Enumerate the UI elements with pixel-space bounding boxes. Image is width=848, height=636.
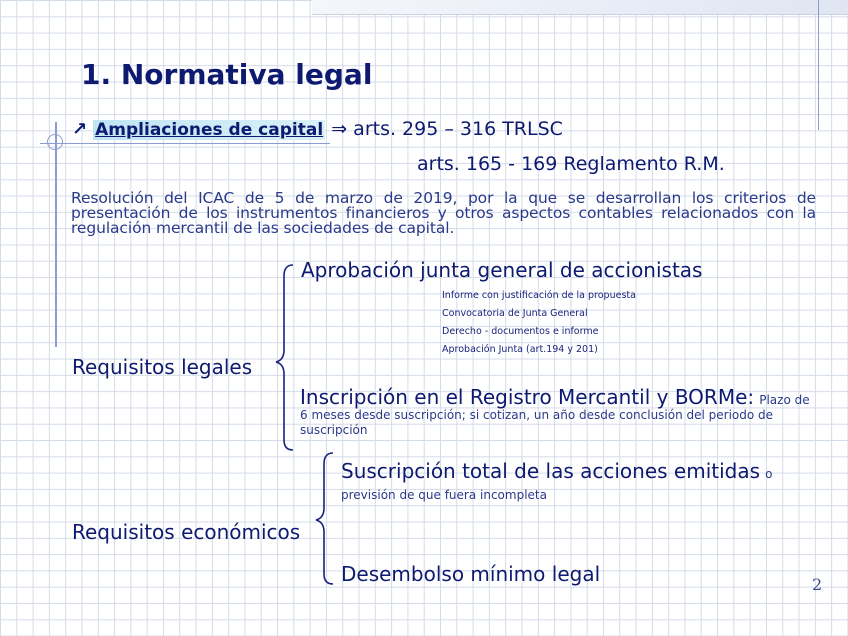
- brace-legales: [276, 265, 293, 450]
- subitem-informe: Informe con justificación de la propuesta: [442, 290, 636, 301]
- desembolso-minimo: Desembolso mínimo legal: [341, 562, 601, 586]
- arts-trlsc: arts. 295 – 316 TRLSC: [353, 118, 563, 140]
- subitem-convocatoria: Convocatoria de Junta General: [442, 308, 588, 319]
- aprobacion-junta: Aprobación junta general de accionistas: [301, 258, 703, 282]
- subitem-derecho: Derecho - documentos e informe: [442, 326, 599, 337]
- requisitos-economicos-label: Requisitos económicos: [72, 520, 301, 544]
- inscripcion-heading: Inscripción en el Registro Mercantil y BORMe:: [300, 385, 755, 409]
- arrow-up-right-icon: ↗: [72, 119, 88, 140]
- suscripcion-heading: Suscripción total de las acciones emitidas: [341, 459, 761, 483]
- brace-economicos: [316, 453, 333, 584]
- arts-reglamento: arts. 165 - 169 Reglamento R.M.: [417, 153, 725, 175]
- inscripcion-note: Plazo de 6 meses desde suscripción; si cotizan, un año desde conclusión del periodo de suscripción: [300, 393, 810, 437]
- page-number: 2: [812, 575, 823, 594]
- subitem-aprobacion: Aprobación Junta (art.194 y 201): [442, 344, 598, 355]
- suscripcion-note: o previsión de que fuera incompleta: [341, 467, 773, 502]
- ampliaciones-label: Ampliaciones de capital: [95, 120, 324, 140]
- slide-title: 1. Normativa legal: [81, 58, 373, 91]
- resolucion-paragraph: Resolución del ICAC de 5 de marzo de 2019, por la que se desarrollan los criterios de presentación de los instrumentos financieros y otros aspectos contables relacionados con la regulación mercantil de las sociedades de capital.: [71, 189, 816, 237]
- implies-symbol: ⇒: [331, 118, 348, 140]
- requisitos-legales-label: Requisitos legales: [72, 355, 253, 379]
